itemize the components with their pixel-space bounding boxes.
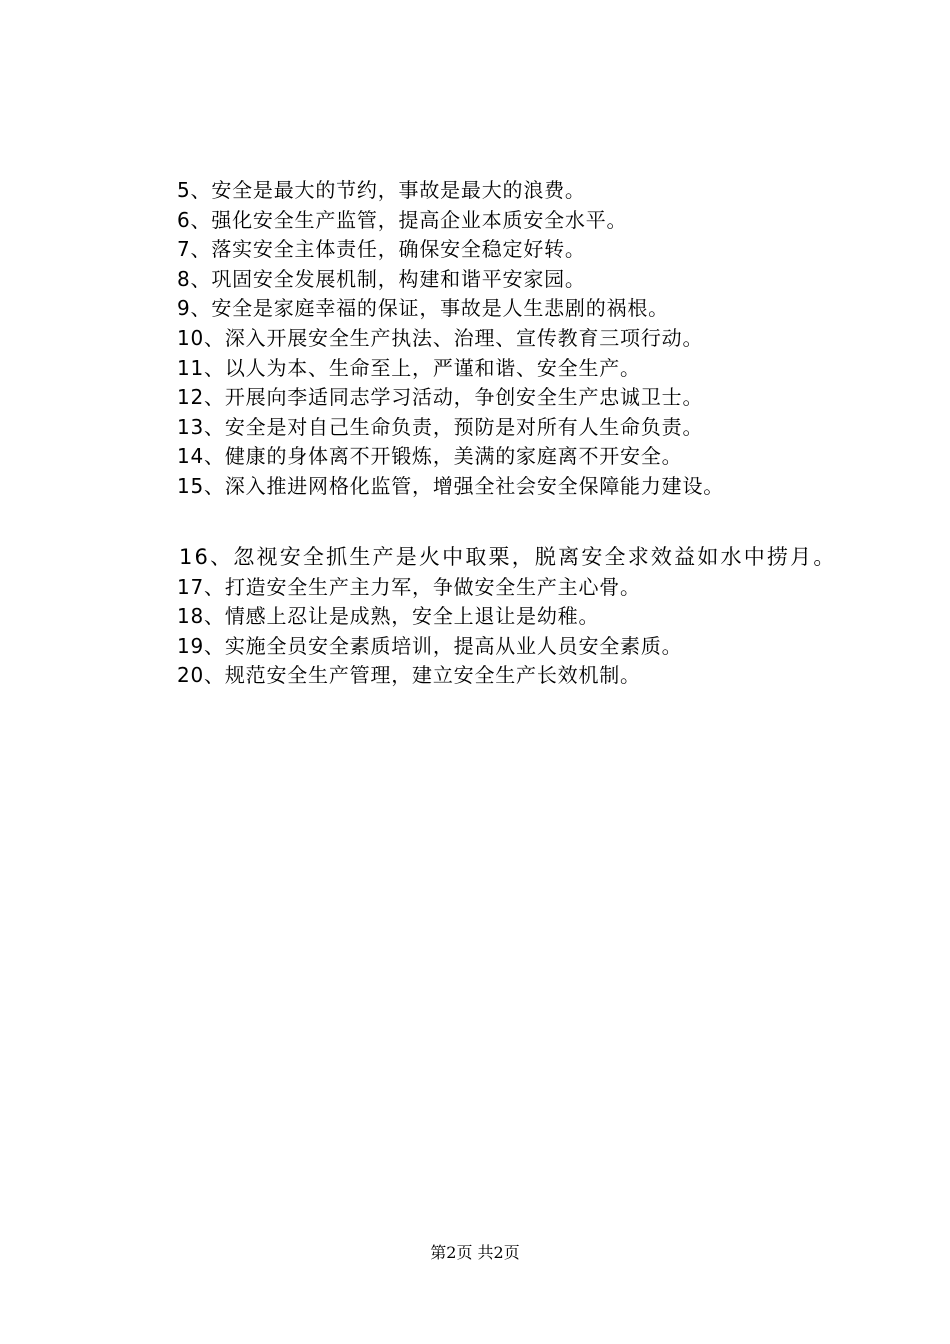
page-footer: 第2页 共2页 bbox=[430, 1243, 520, 1262]
list-item: 9、安全是家庭幸福的保证，事故是人生悲剧的祸根。 bbox=[177, 296, 669, 321]
slogan-list-continued bbox=[130, 573, 890, 691]
list-item: 5、安全是最大的节约，事故是最大的浪费。 bbox=[177, 178, 586, 202]
list-item: 17、打造安全生产主力军，争做安全生产主心骨。 bbox=[177, 574, 641, 599]
list-item: 11、以人为本、生命至上，严谨和谐、安全生产。 bbox=[177, 355, 641, 380]
list-item: 13、安全是对自己生命负责，预防是对所有人生命负责。 bbox=[177, 414, 704, 439]
list-item: 19、实施全员安全素质培训，提高从业人员安全素质。 bbox=[177, 633, 683, 658]
list-item: 14、健康的身体离不开锻炼，美满的家庭离不开安全。 bbox=[177, 444, 683, 469]
list-item: 20、规范安全生产管理，建立安全生产长效机制。 bbox=[177, 663, 641, 688]
list-item: 15、深入推进网格化监管，增强全社会安全保障能力建设。 bbox=[177, 473, 725, 498]
list-item: 7、落实安全主体责任，确保安全稳定好转。 bbox=[177, 237, 586, 262]
slogan-list bbox=[130, 176, 890, 691]
list-item-paragraph: 16、忽视安全抓生产是火中取栗，脱离安全求效益如水中捞月。 bbox=[179, 544, 837, 569]
list-item: 10、深入开展安全生产执法、治理、宣传教育三项行动。 bbox=[177, 325, 704, 350]
list-item: 18、情感上忍让是成熟，安全上退让是幼稚。 bbox=[177, 604, 600, 629]
list-item: 6、强化安全生产监管，提高企业本质安全水平。 bbox=[177, 207, 628, 232]
list-item: 8、巩固安全发展机制，构建和谐平安家园。 bbox=[177, 266, 586, 291]
list-item: 12、开展向李适同志学习活动，争创安全生产忠诚卫士。 bbox=[177, 385, 704, 410]
